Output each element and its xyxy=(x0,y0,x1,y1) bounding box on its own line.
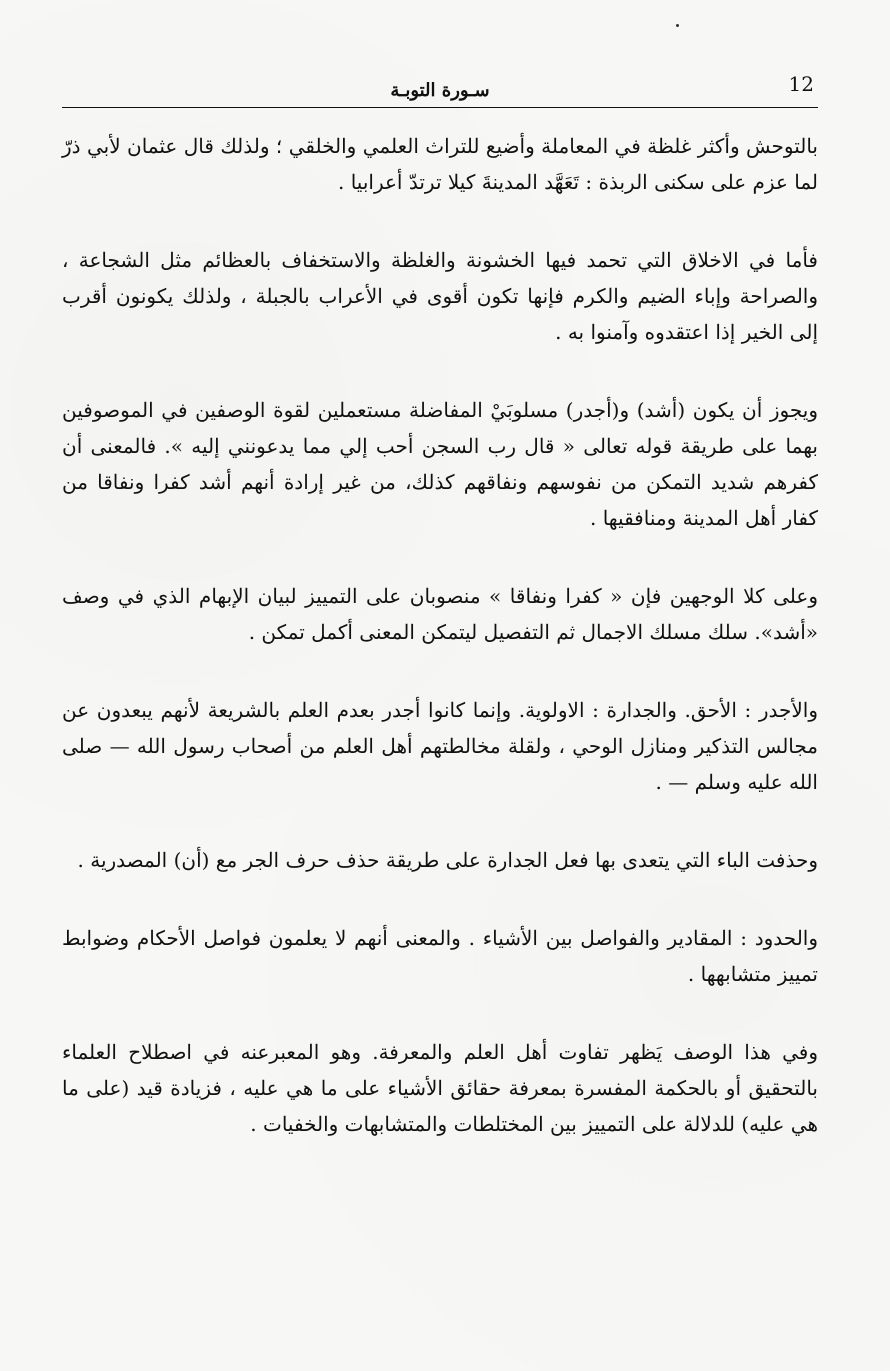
page-header xyxy=(62,66,818,108)
paragraph: ويجوز أن يكون (أشد) و(أجدر) مسلوبَيْ المفاضلة مستعملين لقوة الوصفين في الموصوفين بهما على طريقة قوله تعالى « قال رب السجن أحب إلي مما يدعونني إليه ». فالمعنى أن كفرهم شديد التمكن من نفوسهم ونفاقهم كذلك، من غير إرادة أنهم أشد كفرا ونفاقا من كفار أهل المدينة ومنافقيها . xyxy=(62,398,818,530)
running-title: سـورة التوبـة xyxy=(390,80,490,101)
page-number: 12 xyxy=(788,72,814,96)
page-body xyxy=(62,116,818,1142)
scan-speck xyxy=(676,24,679,27)
paragraph: والأجدر : الأحق. والجدارة : الاولوية. وإنما كانوا أجدر بعدم العلم بالشريعة لأنهم يبعدون عن مجالس التذكير ومنازل الوحي ، ولقلة مخالطتهم أهل العلم من أصحاب رسول الله — صلى الله عليه وسلم — . xyxy=(62,698,818,794)
paragraph: والحدود : المقادير والفواصل بين الأشياء . والمعنى أنهم لا يعلمون فواصل الأحكام وضوابط تمييز متشابهها . xyxy=(62,926,818,986)
paragraph: بالتوحش وأكثر غلظة في المعاملة وأضيع للتراث العلمي والخلقي ؛ ولذلك قال عثمان لأبي ذرّ لما عزم على سكنى الربذة : تَعَهَّد المدينةَ كيلا ترتدّ أعرابيا . xyxy=(62,134,818,194)
paragraph: فأما في الاخلاق التي تحمد فيها الخشونة والغلظة والاستخفاف بالعظائم مثل الشجاعة ، والصراحة وإباء الضيم والكرم فإنها تكون أقوى في الأعراب بالجبلة ، ولذلك يكونون أقرب إلى الخير إذا اعتقدوه وآمنوا به . xyxy=(62,248,818,344)
paragraph: وفي هذا الوصف يَظهر تفاوت أهل العلم والمعرفة. وهو المعبرعنه في اصطلاح العلماء بالتحقيق أو بالحكمة المفسرة بمعرفة حقائق الأشياء على ما هي عليه ، فزيادة قيد (على ما هي عليه) للدلالة على التمييز بين المختلطات والمتشابهات والخفيات . xyxy=(62,1040,818,1136)
header-rule xyxy=(62,107,818,108)
paragraph: وحذفت الباء التي يتعدى بها فعل الجدارة على طريقة حذف حرف الجر مع (أن) المصدرية . xyxy=(77,848,818,872)
paragraph: وعلى كلا الوجهين فإن « كفرا ونفاقا » منصوبان على التمييز لبيان الإبهام الذي في وصف «أشد». سلك مسلك الاجمال ثم التفصيل ليتمكن المعنى أكمل تمكن . xyxy=(62,584,818,644)
